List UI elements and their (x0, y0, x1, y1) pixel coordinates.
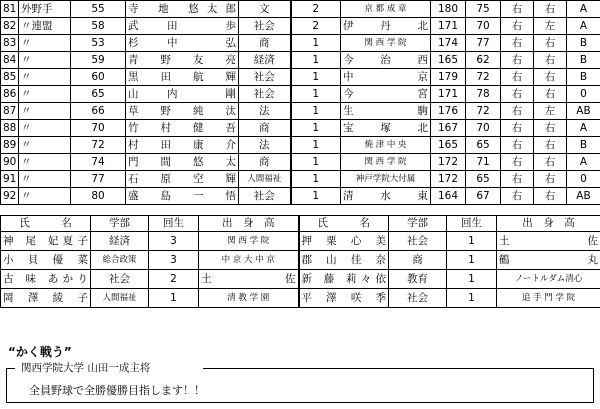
batting-hand: 右 (534, 1, 567, 18)
staff-header-school: 出 身 高 (199, 216, 299, 232)
staff-grade: 1 (447, 289, 497, 308)
throwing-hand: 右 (501, 120, 534, 137)
grade: 1 (291, 188, 341, 205)
player-name: 寺 地 悠太郎 (126, 1, 239, 18)
player-name: 草 野 純 汰 (126, 103, 239, 120)
staff-school: 土 佐 (497, 232, 600, 251)
uniform-number: 53 (71, 35, 126, 52)
row-number: 82 (1, 18, 19, 35)
staff-faculty: 人間福祉 (91, 289, 149, 308)
high-school: 関 西 学 院 (341, 154, 431, 171)
position-note: 〃 (19, 171, 71, 188)
player-name: 山 内 剛 (126, 86, 239, 103)
roster-row (1, 171, 600, 188)
faculty: 商 (239, 35, 291, 52)
player-name: 石 原 空 輝 (126, 171, 239, 188)
roster-row (1, 18, 600, 35)
batting-hand: 右 (534, 86, 567, 103)
grade: 2 (291, 18, 341, 35)
message-body: 全員野球で全勝優勝目指します！！ (29, 384, 205, 397)
staff-name: 平 澤 咲 季 (299, 289, 389, 308)
grade: 1 (291, 103, 341, 120)
weight: 72 (466, 69, 501, 86)
section-caption: “かく戦う” (8, 345, 72, 359)
grade: 1 (291, 154, 341, 171)
staff-grade: 1 (447, 232, 497, 251)
position-note: 〃 (19, 120, 71, 137)
row-number: 88 (1, 120, 19, 137)
grade: 1 (291, 171, 341, 188)
roster-row (1, 1, 600, 18)
staff-row (1, 289, 600, 308)
throwing-hand: 右 (501, 137, 534, 154)
height: 174 (431, 35, 466, 52)
throwing-hand: 右 (501, 86, 534, 103)
staff-header-name: 氏 名 (1, 216, 91, 232)
staff-faculty: 教育 (389, 270, 447, 289)
high-school: 中 京 (341, 69, 431, 86)
row-number: 83 (1, 35, 19, 52)
staff-school: 清 教 学 園 (199, 289, 299, 308)
uniform-number: 65 (71, 86, 126, 103)
grade: 1 (291, 69, 341, 86)
player-name: 武 田 歩 (126, 18, 239, 35)
message-author: 関西学院大学 山田一成主将 (21, 362, 151, 374)
row-number: 89 (1, 137, 19, 154)
weight: 62 (466, 52, 501, 69)
message-box-border (203, 368, 593, 369)
staff-header-grade: 回生 (447, 216, 497, 232)
position-note: 〃 (19, 35, 71, 52)
staff-school: ノートルダム清心 (497, 270, 600, 289)
faculty: 経済 (239, 52, 291, 69)
faculty: 商 (239, 154, 291, 171)
blood-type: B (567, 69, 600, 86)
faculty: 文 (239, 1, 291, 18)
batting-hand: 右 (534, 120, 567, 137)
roster-row (1, 52, 600, 69)
height: 167 (431, 120, 466, 137)
height: 179 (431, 69, 466, 86)
throwing-hand: 右 (501, 171, 534, 188)
uniform-number: 72 (71, 137, 126, 154)
height: 176 (431, 103, 466, 120)
staff-school: 鶴 丸 (497, 251, 600, 270)
batting-hand: 右 (534, 154, 567, 171)
high-school: 生 駒 (341, 103, 431, 120)
blood-type: B (567, 52, 600, 69)
staff-name: 新 藤 莉々依 (299, 270, 389, 289)
row-number: 91 (1, 171, 19, 188)
blood-type: AB (567, 188, 600, 205)
blood-type: 0 (567, 171, 600, 188)
uniform-number: 77 (71, 171, 126, 188)
position-note: 〃 (19, 86, 71, 103)
position-note: 〃 (19, 52, 71, 69)
roster-row (1, 103, 600, 120)
throwing-hand: 右 (501, 18, 534, 35)
uniform-number: 59 (71, 52, 126, 69)
faculty: 人間福祉 (239, 171, 291, 188)
weight: 75 (466, 1, 501, 18)
staff-grade: 2 (149, 270, 199, 289)
weight: 71 (466, 154, 501, 171)
roster-row (1, 69, 600, 86)
throwing-hand: 右 (501, 154, 534, 171)
throwing-hand: 右 (501, 103, 534, 120)
staff-header-faculty: 学部 (389, 216, 447, 232)
staff-row (1, 232, 600, 251)
staff-school: 土 佐 (199, 270, 299, 289)
staff-faculty: 総合政策 (91, 251, 149, 270)
roster-row (1, 86, 600, 103)
faculty: 社会 (239, 86, 291, 103)
weight: 70 (466, 18, 501, 35)
batting-hand: 右 (534, 69, 567, 86)
faculty: 商 (239, 120, 291, 137)
weight: 70 (466, 120, 501, 137)
staff-name: 押 栗 心 美 (299, 232, 389, 251)
row-number: 81 (1, 1, 19, 18)
staff-grade: 1 (149, 289, 199, 308)
blood-type: B (567, 137, 600, 154)
staff-faculty: 社会 (91, 270, 149, 289)
staff-row (1, 251, 600, 270)
row-number: 84 (1, 52, 19, 69)
staff-grade: 1 (447, 251, 497, 270)
staff-name: 岡 澤 綾 子 (1, 289, 91, 308)
player-name: 杉 中 弘 (126, 35, 239, 52)
weight: 65 (466, 137, 501, 154)
player-name: 村 田 康 介 (126, 137, 239, 154)
blood-type: A (567, 18, 600, 35)
grade: 1 (291, 35, 341, 52)
uniform-number: 60 (71, 69, 126, 86)
high-school: 神戸学院大付属 (341, 171, 431, 188)
blood-type: A (567, 1, 600, 18)
height: 171 (431, 18, 466, 35)
uniform-number: 58 (71, 18, 126, 35)
height: 171 (431, 86, 466, 103)
weight: 77 (466, 35, 501, 52)
faculty: 社会 (239, 18, 291, 35)
staff-grade: 1 (447, 270, 497, 289)
staff-row (1, 270, 600, 289)
row-number: 85 (1, 69, 19, 86)
message-box (6, 362, 594, 403)
position-note: 外野手 (19, 1, 71, 18)
staff-name: 神 尾 妃夏子 (1, 232, 91, 251)
player-name: 青 野 友 亮 (126, 52, 239, 69)
position-note: 〃 (19, 137, 71, 154)
roster-row (1, 120, 600, 137)
faculty: 法 (239, 137, 291, 154)
roster-row (1, 35, 600, 52)
roster-row (1, 137, 600, 154)
blood-type: 0 (567, 86, 600, 103)
position-note: 〃 (19, 154, 71, 171)
batting-hand: 右 (534, 188, 567, 205)
staff-grade: 3 (149, 232, 199, 251)
high-school: 関 西 学 院 (341, 35, 431, 52)
position-note: 〃連盟 (19, 18, 71, 35)
batting-hand: 右 (534, 35, 567, 52)
batting-hand: 右 (534, 137, 567, 154)
high-school: 清 水 東 (341, 188, 431, 205)
roster-row (1, 188, 600, 205)
staff-name: 小 貝 優 菜 (1, 251, 91, 270)
high-school: 伊 丹 北 (341, 18, 431, 35)
grade: 1 (291, 120, 341, 137)
staff-name: 郡 山 佳 奈 (299, 251, 389, 270)
staff-header-school: 出 身 高 (497, 216, 600, 232)
high-school: 今 治 西 (341, 52, 431, 69)
uniform-number: 74 (71, 154, 126, 171)
height: 172 (431, 154, 466, 171)
faculty: 社会 (239, 69, 291, 86)
uniform-number: 80 (71, 188, 126, 205)
batting-hand: 右 (534, 52, 567, 69)
faculty: 社会 (239, 188, 291, 205)
uniform-number: 55 (71, 1, 126, 18)
staff-school: 追 手 門 学 院 (497, 289, 600, 308)
weight: 65 (466, 171, 501, 188)
faculty: 法 (239, 103, 291, 120)
position-note: 〃 (19, 103, 71, 120)
throwing-hand: 右 (501, 52, 534, 69)
row-number: 92 (1, 188, 19, 205)
staff-school: 関 西 学 院 (199, 232, 299, 251)
row-number: 87 (1, 103, 19, 120)
blood-type: AB (567, 103, 600, 120)
height: 165 (431, 137, 466, 154)
high-school: 京 都 成 章 (341, 1, 431, 18)
blood-type: A (567, 154, 600, 171)
row-number: 90 (1, 154, 19, 171)
player-name: 盛 島 一 悟 (126, 188, 239, 205)
staff-faculty: 社会 (389, 289, 447, 308)
throwing-hand: 右 (501, 35, 534, 52)
row-number: 86 (1, 86, 19, 103)
grade: 2 (291, 1, 341, 18)
batting-hand: 左 (534, 103, 567, 120)
uniform-number: 66 (71, 103, 126, 120)
position-note: 〃 (19, 69, 71, 86)
staff-faculty: 社会 (389, 232, 447, 251)
weight: 67 (466, 188, 501, 205)
staff-name: 古 味 あかり (1, 270, 91, 289)
batting-hand: 右 (534, 171, 567, 188)
blood-type: B (567, 35, 600, 52)
height: 172 (431, 171, 466, 188)
high-school: 宝 塚 北 (341, 120, 431, 137)
height: 180 (431, 1, 466, 18)
staff-table (0, 215, 600, 308)
throwing-hand: 右 (501, 188, 534, 205)
grade: 1 (291, 86, 341, 103)
blood-type: A (567, 120, 600, 137)
staff-faculty: 経済 (91, 232, 149, 251)
grade: 1 (291, 52, 341, 69)
weight: 78 (466, 86, 501, 103)
roster-row (1, 154, 600, 171)
position-note: 〃 (19, 188, 71, 205)
uniform-number: 70 (71, 120, 126, 137)
message-box-border (7, 368, 15, 369)
throwing-hand: 右 (501, 69, 534, 86)
batting-hand: 左 (534, 18, 567, 35)
high-school: 焼 津 中 央 (341, 137, 431, 154)
grade: 1 (291, 137, 341, 154)
weight: 72 (466, 103, 501, 120)
throwing-hand: 右 (501, 1, 534, 18)
staff-header-name: 氏 名 (299, 216, 389, 232)
staff-grade: 3 (149, 251, 199, 270)
staff-header-faculty: 学部 (91, 216, 149, 232)
staff-header-row (1, 216, 600, 232)
staff-faculty: 商 (389, 251, 447, 270)
player-name: 門 間 悠 太 (126, 154, 239, 171)
height: 164 (431, 188, 466, 205)
staff-school: 中 京 大 中 京 (199, 251, 299, 270)
player-name: 黒 田 航 輝 (126, 69, 239, 86)
high-school: 今 宮 (341, 86, 431, 103)
height: 165 (431, 52, 466, 69)
staff-header-grade: 回生 (149, 216, 199, 232)
player-name: 竹 村 健 吾 (126, 120, 239, 137)
